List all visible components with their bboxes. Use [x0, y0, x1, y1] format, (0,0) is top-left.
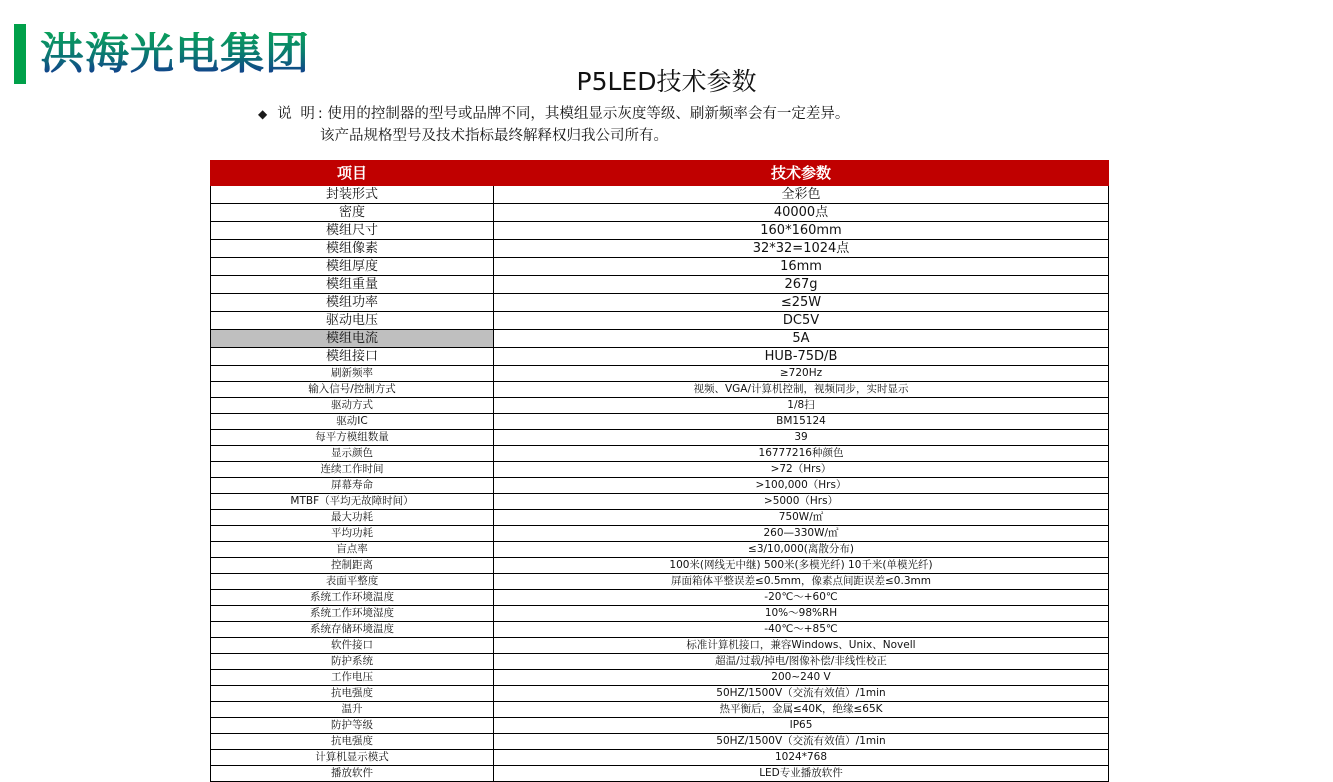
- diamond-bullet-icon: ◆: [258, 107, 268, 121]
- cell-item: 盲点率: [211, 542, 494, 558]
- cell-spec: 160*160mm: [494, 222, 1109, 240]
- table-row: [211, 186, 1109, 204]
- note-line-1: [258, 104, 1158, 126]
- cell-spec: 全彩色: [494, 186, 1109, 204]
- cell-spec: 超温/过载/掉电/图像补偿/非线性校正: [494, 654, 1109, 670]
- cell-spec: 39: [494, 430, 1109, 446]
- cell-spec: 32*32=1024点: [494, 240, 1109, 258]
- table-row: [211, 258, 1109, 276]
- table-row: [211, 494, 1109, 510]
- table-row: [211, 670, 1109, 686]
- cell-spec: 1/8扫: [494, 398, 1109, 414]
- cell-spec: 750W/㎡: [494, 510, 1109, 526]
- table-row: [211, 638, 1109, 654]
- note-text-2: 该产品规格型号及技术指标最终解释权归我公司所有。: [320, 127, 668, 144]
- cell-item: 密度: [211, 204, 494, 222]
- cell-spec: ≤3/10,000(离散分布): [494, 542, 1109, 558]
- cell-item: 模组像素: [211, 240, 494, 258]
- table-row: [211, 686, 1109, 702]
- cell-spec: >100,000（Hrs）: [494, 478, 1109, 494]
- cell-item: 防护系统: [211, 654, 494, 670]
- cell-spec: 标准计算机接口，兼容Windows、Unix、Novell: [494, 638, 1109, 654]
- table-row: [211, 702, 1109, 718]
- logo-text: 洪海光电集团: [40, 28, 310, 79]
- cell-spec: >5000（Hrs）: [494, 494, 1109, 510]
- cell-spec: 1024*768: [494, 750, 1109, 766]
- cell-item: MTBF（平均无故障时间）: [211, 494, 494, 510]
- cell-item: 系统存储环境温度: [211, 622, 494, 638]
- cell-item: 屏幕寿命: [211, 478, 494, 494]
- table-row: [211, 510, 1109, 526]
- cell-spec: 5A: [494, 330, 1109, 348]
- cell-item: 输入信号/控制方式: [211, 382, 494, 398]
- note-label: 说 明: [277, 106, 317, 122]
- cell-spec: IP65: [494, 718, 1109, 734]
- cell-item: 工作电压: [211, 670, 494, 686]
- cell-spec: HUB-75D/B: [494, 348, 1109, 366]
- table-row: [211, 446, 1109, 462]
- table-row: [211, 526, 1109, 542]
- cell-item: 系统工作环境温度: [211, 590, 494, 606]
- cell-spec: 10%～98%RH: [494, 606, 1109, 622]
- cell-spec: ≥720Hz: [494, 366, 1109, 382]
- cell-spec: 260—330W/㎡: [494, 526, 1109, 542]
- spec-table: [210, 160, 1109, 782]
- cell-item: 抗电强度: [211, 734, 494, 750]
- table-row: [211, 276, 1109, 294]
- cell-spec: 40000点: [494, 204, 1109, 222]
- table-row: [211, 222, 1109, 240]
- column-header-spec: 技术参数: [494, 161, 1109, 186]
- cell-spec: 50HZ/1500V（交流有效值）/1min: [494, 734, 1109, 750]
- cell-item: 显示颜色: [211, 446, 494, 462]
- table-row: [211, 590, 1109, 606]
- cell-item: 模组厚度: [211, 258, 494, 276]
- table-row: [211, 718, 1109, 734]
- table-row: [211, 398, 1109, 414]
- cell-spec: 16777216种颜色: [494, 446, 1109, 462]
- cell-item: 温升: [211, 702, 494, 718]
- table-row: [211, 606, 1109, 622]
- table-row: [211, 312, 1109, 330]
- table-row: [211, 750, 1109, 766]
- table-row: [211, 240, 1109, 258]
- cell-item: 系统工作环境湿度: [211, 606, 494, 622]
- cell-item: 模组电流: [211, 330, 494, 348]
- table-row: [211, 478, 1109, 494]
- cell-item: 封装形式: [211, 186, 494, 204]
- cell-spec: 50HZ/1500V（交流有效值）/1min: [494, 686, 1109, 702]
- cell-spec: 200~240 V: [494, 670, 1109, 686]
- cell-item: 防护等级: [211, 718, 494, 734]
- note-text-1: : 使用的控制器的型号或品牌不同，其模组显示灰度等级、刷新频率会有一定差异。: [317, 106, 850, 122]
- cell-item: 驱动方式: [211, 398, 494, 414]
- cell-spec: ≤25W: [494, 294, 1109, 312]
- table-row: [211, 542, 1109, 558]
- table-header-row: [211, 161, 1109, 186]
- table-row: [211, 348, 1109, 366]
- cell-item: 驱动IC: [211, 414, 494, 430]
- cell-item: 计算机显示模式: [211, 750, 494, 766]
- table-row: [211, 734, 1109, 750]
- table-row: [211, 294, 1109, 312]
- cell-item: 刷新频率: [211, 366, 494, 382]
- table-row: [211, 462, 1109, 478]
- table-row: [211, 766, 1109, 782]
- cell-spec: 视频、VGA/计算机控制，视频同步，实时显示: [494, 382, 1109, 398]
- table-row: [211, 430, 1109, 446]
- table-row: [211, 574, 1109, 590]
- cell-spec: BM15124: [494, 414, 1109, 430]
- note-block: [258, 104, 1158, 148]
- cell-spec: 267g: [494, 276, 1109, 294]
- cell-spec: 100米(网线无中继) 500米(多模光纤) 10千米(单模光纤): [494, 558, 1109, 574]
- cell-item: 连续工作时间: [211, 462, 494, 478]
- cell-spec: -40℃～+85℃: [494, 622, 1109, 638]
- cell-spec: DC5V: [494, 312, 1109, 330]
- cell-item: 抗电强度: [211, 686, 494, 702]
- cell-item: 播放软件: [211, 766, 494, 782]
- cell-item: 最大功耗: [211, 510, 494, 526]
- cell-item: 控制距离: [211, 558, 494, 574]
- cell-item: 模组重量: [211, 276, 494, 294]
- cell-spec: 热平衡后，金属≤40K，绝缘≤65K: [494, 702, 1109, 718]
- table-row: [211, 366, 1109, 382]
- table-row: [211, 330, 1109, 348]
- cell-item: 表面平整度: [211, 574, 494, 590]
- page-title: P5LED技术参数: [576, 67, 757, 96]
- table-row: [211, 204, 1109, 222]
- table-row: [211, 654, 1109, 670]
- cell-item: 模组尺寸: [211, 222, 494, 240]
- table-body: [211, 186, 1109, 782]
- cell-item: 软件接口: [211, 638, 494, 654]
- table-row: [211, 414, 1109, 430]
- table-row: [211, 558, 1109, 574]
- cell-item: 驱动电压: [211, 312, 494, 330]
- table-row: [211, 382, 1109, 398]
- table-row: [211, 622, 1109, 638]
- cell-spec: LED专业播放软件: [494, 766, 1109, 782]
- cell-spec: -20℃～+60℃: [494, 590, 1109, 606]
- column-header-item: 项目: [211, 161, 494, 186]
- cell-item: 平均功耗: [211, 526, 494, 542]
- cell-spec: 屏面箱体平整误差≤0.5mm，像素点间距误差≤0.3mm: [494, 574, 1109, 590]
- cell-item: 每平方模组数量: [211, 430, 494, 446]
- cell-item: 模组功率: [211, 294, 494, 312]
- cell-spec: 16mm: [494, 258, 1109, 276]
- cell-item: 模组接口: [211, 348, 494, 366]
- cell-spec: >72（Hrs）: [494, 462, 1109, 478]
